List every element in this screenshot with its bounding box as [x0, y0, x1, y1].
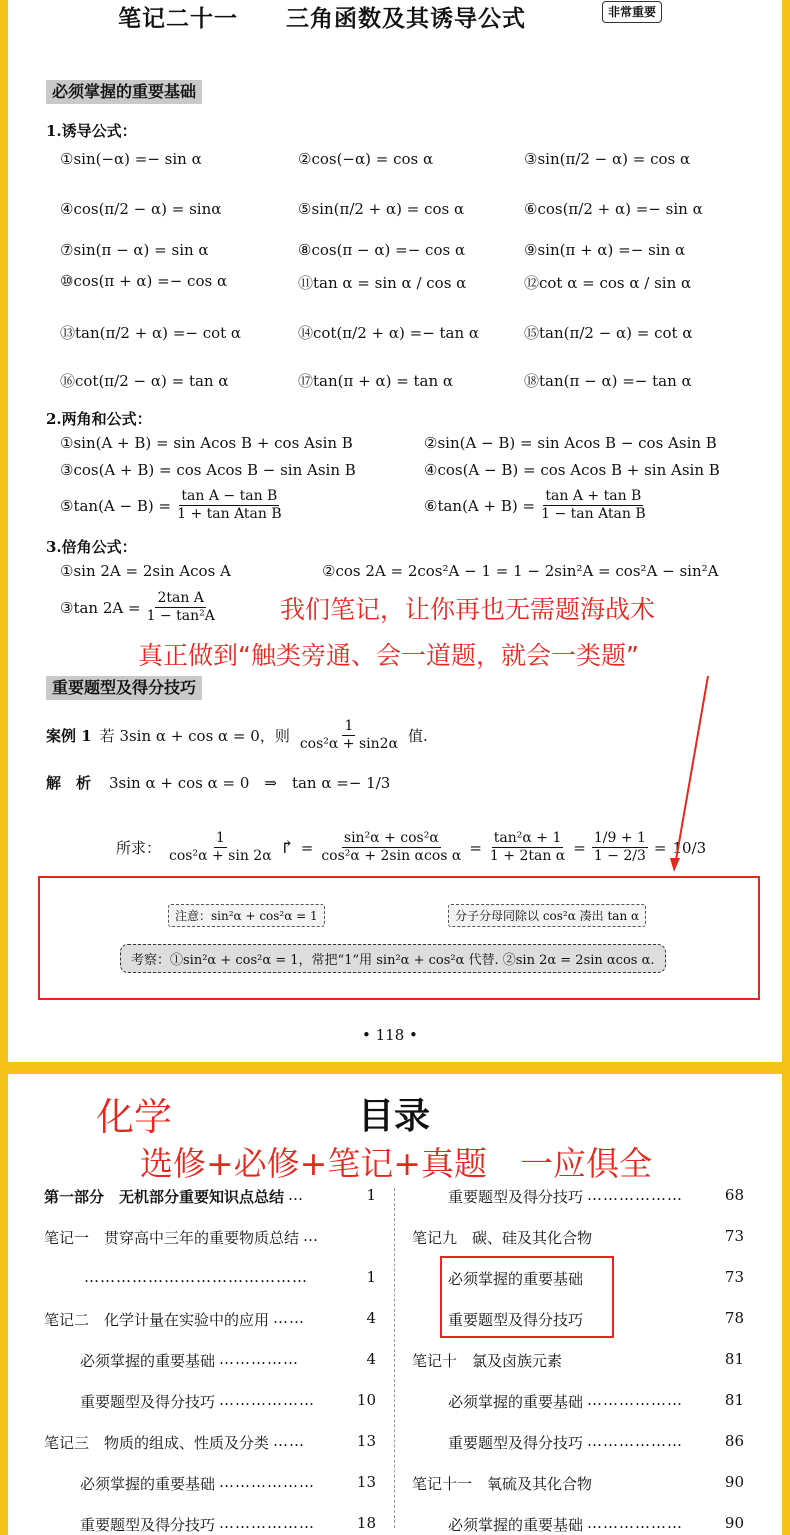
importance-stamp: 非常重要	[602, 1, 662, 23]
exam-note: 考察：①sin²α + cos²α = 1，常把“1”用 sin²α + cos²α 代替. ②sin 2α = 2sin αcos α.	[120, 944, 666, 973]
toc-entry[interactable]	[80, 1350, 376, 1371]
toc-entry-title: 重要题型及得分技巧	[448, 1311, 584, 1329]
induction-formula: ⑫cot α = cos α / sin α	[524, 274, 692, 292]
toc-entry-dots: ………………	[219, 1391, 316, 1409]
toc-entry-title: 必须掌握的重要基础	[448, 1393, 584, 1411]
toc-entry-page: 13	[356, 1432, 376, 1450]
sum5-den: 1 + tan Atan B	[177, 506, 282, 522]
toc-entry-title: 笔记二 化学计量在实验中的应用	[44, 1311, 270, 1329]
toc-highlight-box	[440, 1256, 614, 1338]
toc-entry-title: 必须掌握的重要基础	[448, 1270, 584, 1288]
induction-formula: ⑨sin(π + α) =− sin α	[524, 241, 686, 259]
toc-entry-dots: ……	[273, 1309, 306, 1327]
solution-label: 解 析	[46, 774, 92, 792]
induction-formula: ⑥cos(π/2 + α) =− sin α	[524, 200, 703, 218]
page-title: 笔记二十一 三角函数及其诱导公式	[118, 5, 526, 32]
induction-formula: ②cos(−α) = cos α	[298, 150, 434, 168]
toc-entry-dots: ………………	[587, 1186, 684, 1204]
sum6-den: 1 − tan Atan B	[541, 506, 646, 522]
ask-result: 10/3	[672, 838, 707, 857]
ask-label: 所求：	[116, 839, 162, 857]
toc-entry-dots: ………………	[587, 1432, 684, 1450]
toc-entry[interactable]	[448, 1186, 744, 1207]
page-number: • 118 •	[362, 1026, 418, 1044]
toc-entry-page: 81	[724, 1350, 744, 1368]
toc-entry-title: 笔记九 碳、硅及其化合物	[412, 1229, 593, 1247]
induction-formula: ⑮tan(π/2 − α) = cot α	[524, 324, 693, 342]
ask-f2-den: cos²α + 2sin αcos α	[321, 848, 462, 864]
equals-4: =	[653, 838, 667, 857]
toc-entry[interactable]	[80, 1268, 376, 1286]
toc-entry-page: 18	[356, 1514, 376, 1532]
sum5-left: ⑤tan(A − B) =	[60, 496, 172, 515]
case-end: 值.	[408, 727, 428, 745]
sum5-num: tan A − tan B	[181, 488, 278, 504]
toc-entry-title: 第一部分 无机部分重要知识点总结	[44, 1188, 285, 1206]
tip-tag-left: 注意：sin²α + cos²α = 1	[168, 904, 325, 927]
toc-entry-title: 重要题型及得分技巧	[80, 1393, 216, 1411]
toc-entry[interactable]	[80, 1514, 376, 1535]
case-den: cos²α + sin2α	[299, 736, 399, 752]
toc-entry[interactable]	[448, 1514, 744, 1535]
toc-entry-page: 10	[356, 1391, 376, 1409]
callout-arrow	[8, 0, 782, 1000]
tip-tag-right: 分子分母同除以 cos²α 凑出 tan α	[448, 904, 646, 927]
toc-entry-dots: ………………	[219, 1473, 316, 1491]
sum-formula-1: ①sin(A + B) = sin Acos B + cos Asin B	[60, 434, 353, 452]
toc-entry[interactable]	[448, 1432, 744, 1453]
toc-entry-title: 笔记十一 氧硫及其化合物	[412, 1475, 593, 1493]
toc-entry-page: 90	[724, 1514, 744, 1532]
toc-entry-title: 重要题型及得分技巧	[80, 1516, 216, 1534]
double-formula-1: ①sin 2A = 2sin Acos A	[60, 562, 231, 580]
double3-den: 1 − tan²A	[146, 608, 215, 624]
ask-f4-den: 1 − 2/3	[593, 848, 646, 864]
toc-entry[interactable]	[412, 1350, 744, 1371]
equals-3: =	[573, 838, 586, 857]
sum-formula-2: ②sin(A − B) = sin Acos B − cos Asin B	[424, 434, 717, 452]
toc-entry-page: 86	[724, 1432, 744, 1450]
sum6-num: tan A + tan B	[545, 488, 642, 504]
toc-entry-page: 4	[366, 1309, 376, 1327]
toc-entry-page: 4	[366, 1350, 376, 1368]
double-heading: 3.倍角公式：	[46, 538, 137, 556]
double3-left: ③tan 2A =	[60, 598, 141, 617]
equals-1: =	[300, 838, 314, 857]
toc-entry-title: 笔记一 贯穿高中三年的重要物质总结	[44, 1229, 300, 1247]
ask-f3-num: tan²α + 1	[493, 830, 562, 846]
toc-entry-dots: …	[288, 1186, 305, 1204]
toc-entry-title: 笔记十 氯及卤族元素	[412, 1352, 563, 1370]
ask-f1-num: 1	[215, 830, 225, 846]
notes-page	[8, 0, 782, 1062]
induction-formula: ⑩cos(π + α) =− cos α	[60, 272, 228, 290]
toc-entry-page: 81	[724, 1391, 744, 1409]
sum-formula-4: ④cos(A − B) = cos Acos B + sin Asin B	[424, 461, 720, 479]
toc-entry-title: 重要题型及得分技巧	[448, 1434, 584, 1452]
toc-entry-dots	[596, 1227, 719, 1248]
sum-formula-3: ③cos(A + B) = cos Acos B − sin Asin B	[60, 461, 356, 479]
induction-formula: ⑭cot(π/2 + α) =− tan α	[298, 324, 480, 342]
toc-entry-dots: ……………	[219, 1350, 300, 1368]
toc-entry[interactable]	[448, 1391, 744, 1412]
induction-formula: ④cos(π/2 − α) = sinα	[60, 200, 222, 218]
induction-formula: ⑬tan(π/2 + α) =− cot α	[60, 324, 242, 342]
toc-entry-dots	[566, 1350, 719, 1371]
red-slogan-2: 真正做到“触类旁通、会一道题，就会一类题”	[138, 641, 639, 670]
toc-entry[interactable]	[44, 1432, 376, 1453]
induction-formula: ③sin(π/2 − α) = cos α	[524, 150, 691, 168]
toc-entry[interactable]	[44, 1186, 376, 1207]
case-label: 案例 1	[46, 727, 92, 745]
case-text: 若 3sin α + cos α = 0，则	[99, 727, 290, 745]
toc-title: 目录	[358, 1096, 431, 1137]
toc-entry-dots: ……	[273, 1432, 306, 1450]
induction-heading: 1.诱导公式：	[46, 122, 137, 140]
toc-entry-dots: ……………………………………	[84, 1268, 308, 1286]
ask-f2-num: sin²α + cos²α	[343, 830, 439, 846]
toc-entry[interactable]	[412, 1473, 744, 1494]
toc-entry-dots: ………………	[587, 1391, 684, 1409]
equals-2: =	[469, 838, 482, 857]
toc-entry-page: 78	[724, 1309, 744, 1327]
toc-entry[interactable]	[80, 1391, 376, 1412]
toc-entry-page: 73	[724, 1227, 744, 1245]
ask-f4-num: 1/9 + 1	[593, 830, 646, 846]
toc-entry[interactable]	[80, 1473, 376, 1494]
toc-entry[interactable]	[44, 1227, 376, 1248]
toc-entry-page: 90	[724, 1473, 744, 1491]
case-num: 1	[344, 718, 354, 734]
red-slogan-1: 我们笔记，让你再也无需题海战术	[280, 595, 656, 624]
section-techniques-heading: 重要题型及得分技巧	[46, 676, 202, 700]
toc-entry-dots: …	[303, 1227, 320, 1245]
subject-label: 化学	[96, 1095, 173, 1139]
ask-f3-den: 1 + 2tan α	[489, 848, 566, 864]
double3-num: 2tan A	[157, 590, 204, 606]
toc-entry-title: 必须掌握的重要基础	[80, 1475, 216, 1493]
toc-entry-title: 必须掌握的重要基础	[448, 1516, 584, 1534]
toc-entry[interactable]	[44, 1309, 376, 1330]
induction-formula: ⑤sin(π/2 + α) = cos α	[298, 200, 465, 218]
induction-formula: ⑪tan α = sin α / cos α	[298, 274, 467, 292]
sum6-left: ⑥tan(A + B) =	[424, 496, 536, 515]
induction-formula: ⑱tan(π − α) =− tan α	[524, 372, 692, 390]
induction-formula: ⑯cot(π/2 − α) = tan α	[60, 372, 229, 390]
sum-heading: 2.两角和公式：	[46, 410, 152, 428]
toc-subtitle: 选修+必修+笔记+真题 一应俱全	[140, 1144, 652, 1183]
toc-entry-dots: ………………	[587, 1514, 684, 1532]
column-divider	[394, 1188, 395, 1528]
double-formula-2: ②cos 2A = 2cos²A − 1 = 1 − 2sin²A = cos²A − sin²A	[322, 562, 719, 580]
toc-entry-dots: ………………	[219, 1514, 316, 1532]
toc-entry-title: 重要题型及得分技巧	[448, 1188, 584, 1206]
toc-entry-dots	[596, 1473, 719, 1494]
induction-formula: ⑦sin(π − α) = sin α	[60, 241, 209, 259]
toc-entry-page: 13	[356, 1473, 376, 1491]
induction-formula: ①sin(−α) =− sin α	[60, 150, 202, 168]
toc-page	[8, 1074, 782, 1535]
toc-entry-page: 1	[366, 1186, 376, 1204]
toc-entry-page: 1	[366, 1268, 376, 1286]
ask-f1-den: cos²α + sin 2α	[169, 848, 272, 864]
induction-formula: ⑧cos(π − α) =− cos α	[298, 241, 466, 259]
induction-formula: ⑰tan(π + α) = tan α	[298, 372, 454, 390]
toc-entry-title: 必须掌握的重要基础	[80, 1352, 216, 1370]
solution-text: 3sin α + cos α = 0 ⇒ tan α =− 1/3	[109, 774, 391, 792]
toc-entry-title: 笔记三 物质的组成、性质及分类	[44, 1434, 270, 1452]
toc-entry-page: 73	[724, 1268, 744, 1286]
toc-entry-page: 68	[724, 1186, 744, 1204]
toc-entry[interactable]	[412, 1227, 744, 1248]
arrow-glyph: ↱	[279, 837, 295, 858]
section-basics-heading: 必须掌握的重要基础	[46, 80, 202, 104]
